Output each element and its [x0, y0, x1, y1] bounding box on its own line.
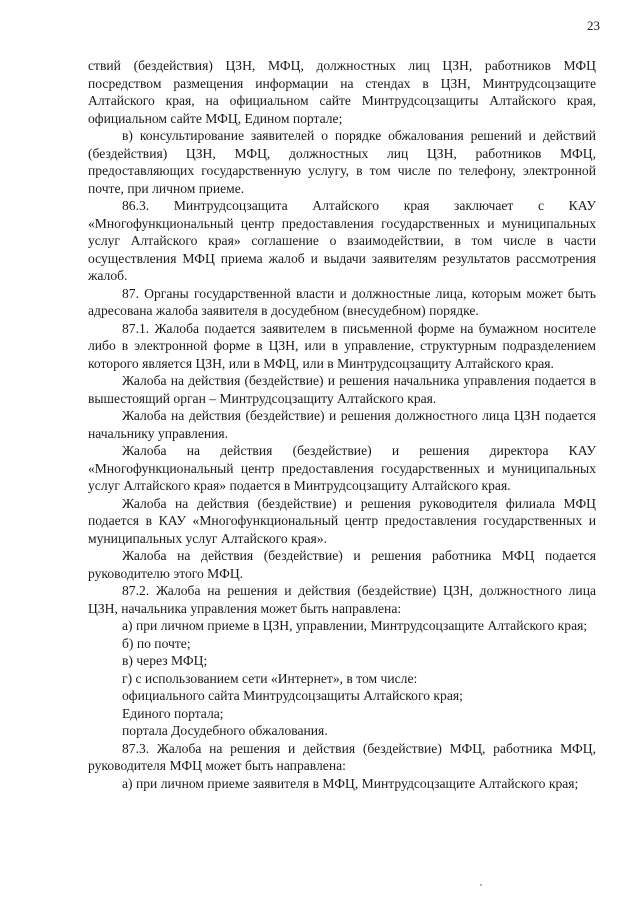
paragraph-87-1: 87.1. Жалоба подается заявителем в письменной форме на бумажном носителе либо в электронной форме в ЦЗН, или в управление, структурным подразделением которого является ЦЗН, или в МФЦ, или в Минтрудсоцзащиту Алтайского края. [88, 320, 596, 371]
paragraph-87-2: 87.2. Жалоба на решения и действия (бездействие) ЦЗН, должностного лица ЦЗН, начальника управления может быть направлена: [88, 583, 596, 616]
list-subitem-unified-portal: Единого портала; [122, 705, 224, 721]
page-number: 23 [587, 18, 600, 33]
list-item-a: а) при личном приеме в ЦЗН, управлении, Минтрудсоцзащите Алтайского края; [122, 618, 588, 633]
list-item-b: б) по почте; [122, 635, 191, 651]
document-body [88, 57, 596, 792]
list-item-v: в) через МФЦ; [122, 653, 208, 668]
list-item-g: г) с использованием сети «Интернет», в том числе: [122, 670, 418, 686]
paragraph-87: 87. Органы государственной власти и должностные лица, которым может быть адресована жалоба заявителя в досудебном (внесудебном) порядке. [88, 285, 596, 318]
list-subitem-ministry-site: официального сайта Минтрудсоцзащиты Алтайского края; [122, 688, 463, 703]
scan-speck [480, 884, 482, 886]
paragraph-continuation: ствий (бездействия) ЦЗН, МФЦ, должностных лиц ЦЗН, работников МФЦ посредством размещения информации на стендах в ЦЗН, Минтрудсоцзащите Алтайского края, на официальном сайте Минтрудсоцзащиты Алтайского края, официальном сайте МФЦ, Едином портале; [88, 58, 596, 126]
paragraph-87-3: 87.3. Жалоба на решения и действия (бездействие) МФЦ, работника МФЦ, руководителя МФЦ может быть направлена: [88, 740, 596, 773]
paragraph-complaint-mfc-worker: Жалоба на действия (бездействие) и решения работника МФЦ подается руководителю этого МФЦ. [88, 548, 596, 581]
paragraph-item-v: в) консультирование заявителей о порядке обжалования решений и действий (бездействия) ЦЗН, МФЦ, должностных лиц ЦЗН, работников МФЦ, предоставляющих государственную услугу, в том числе по телефону, электронной почте, при личном приеме. [88, 128, 596, 196]
paragraph-complaint-branch-head: Жалоба на действия (бездействие) и решения руководителя филиала МФЦ подается в КАУ «Многофункциональный центр предоставления государственных и муниципальных услуг Алтайского края». [88, 495, 596, 546]
paragraph-complaint-head-of-department: Жалоба на действия (бездействие) и решения начальника управления подается в вышестоящий орган – Минтрудсоцзащиту Алтайского края. [88, 373, 596, 406]
paragraph-complaint-kau-director: Жалоба на действия (бездействие) и решения директора КАУ «Многофункциональный центр предоставления государственных и муниципальных услуг Алтайского края» подается в Минтрудсоцзащиту Алтайского края. [88, 443, 596, 493]
paragraph-86-3: 86.3. Минтрудсоцзащита Алтайского края заключает с КАУ «Многофункциональный центр предоставления государственных и муниципальных услуг Алтайского края» соглашение о взаимодействии, в том числе в части осуществления МФЦ приема жалоб и выдачи заявителям результатов рассмотрения жалоб. [88, 198, 596, 283]
paragraph-complaint-czn-official: Жалоба на действия (бездействие) и решения должностного лица ЦЗН подается начальнику управления. [88, 408, 596, 441]
list-subitem-appeal-portal: портала Досудебного обжалования. [122, 723, 328, 738]
list-item-a-mfc: а) при личном приеме заявителя в МФЦ, Минтрудсоцзащите Алтайского края; [122, 775, 579, 791]
